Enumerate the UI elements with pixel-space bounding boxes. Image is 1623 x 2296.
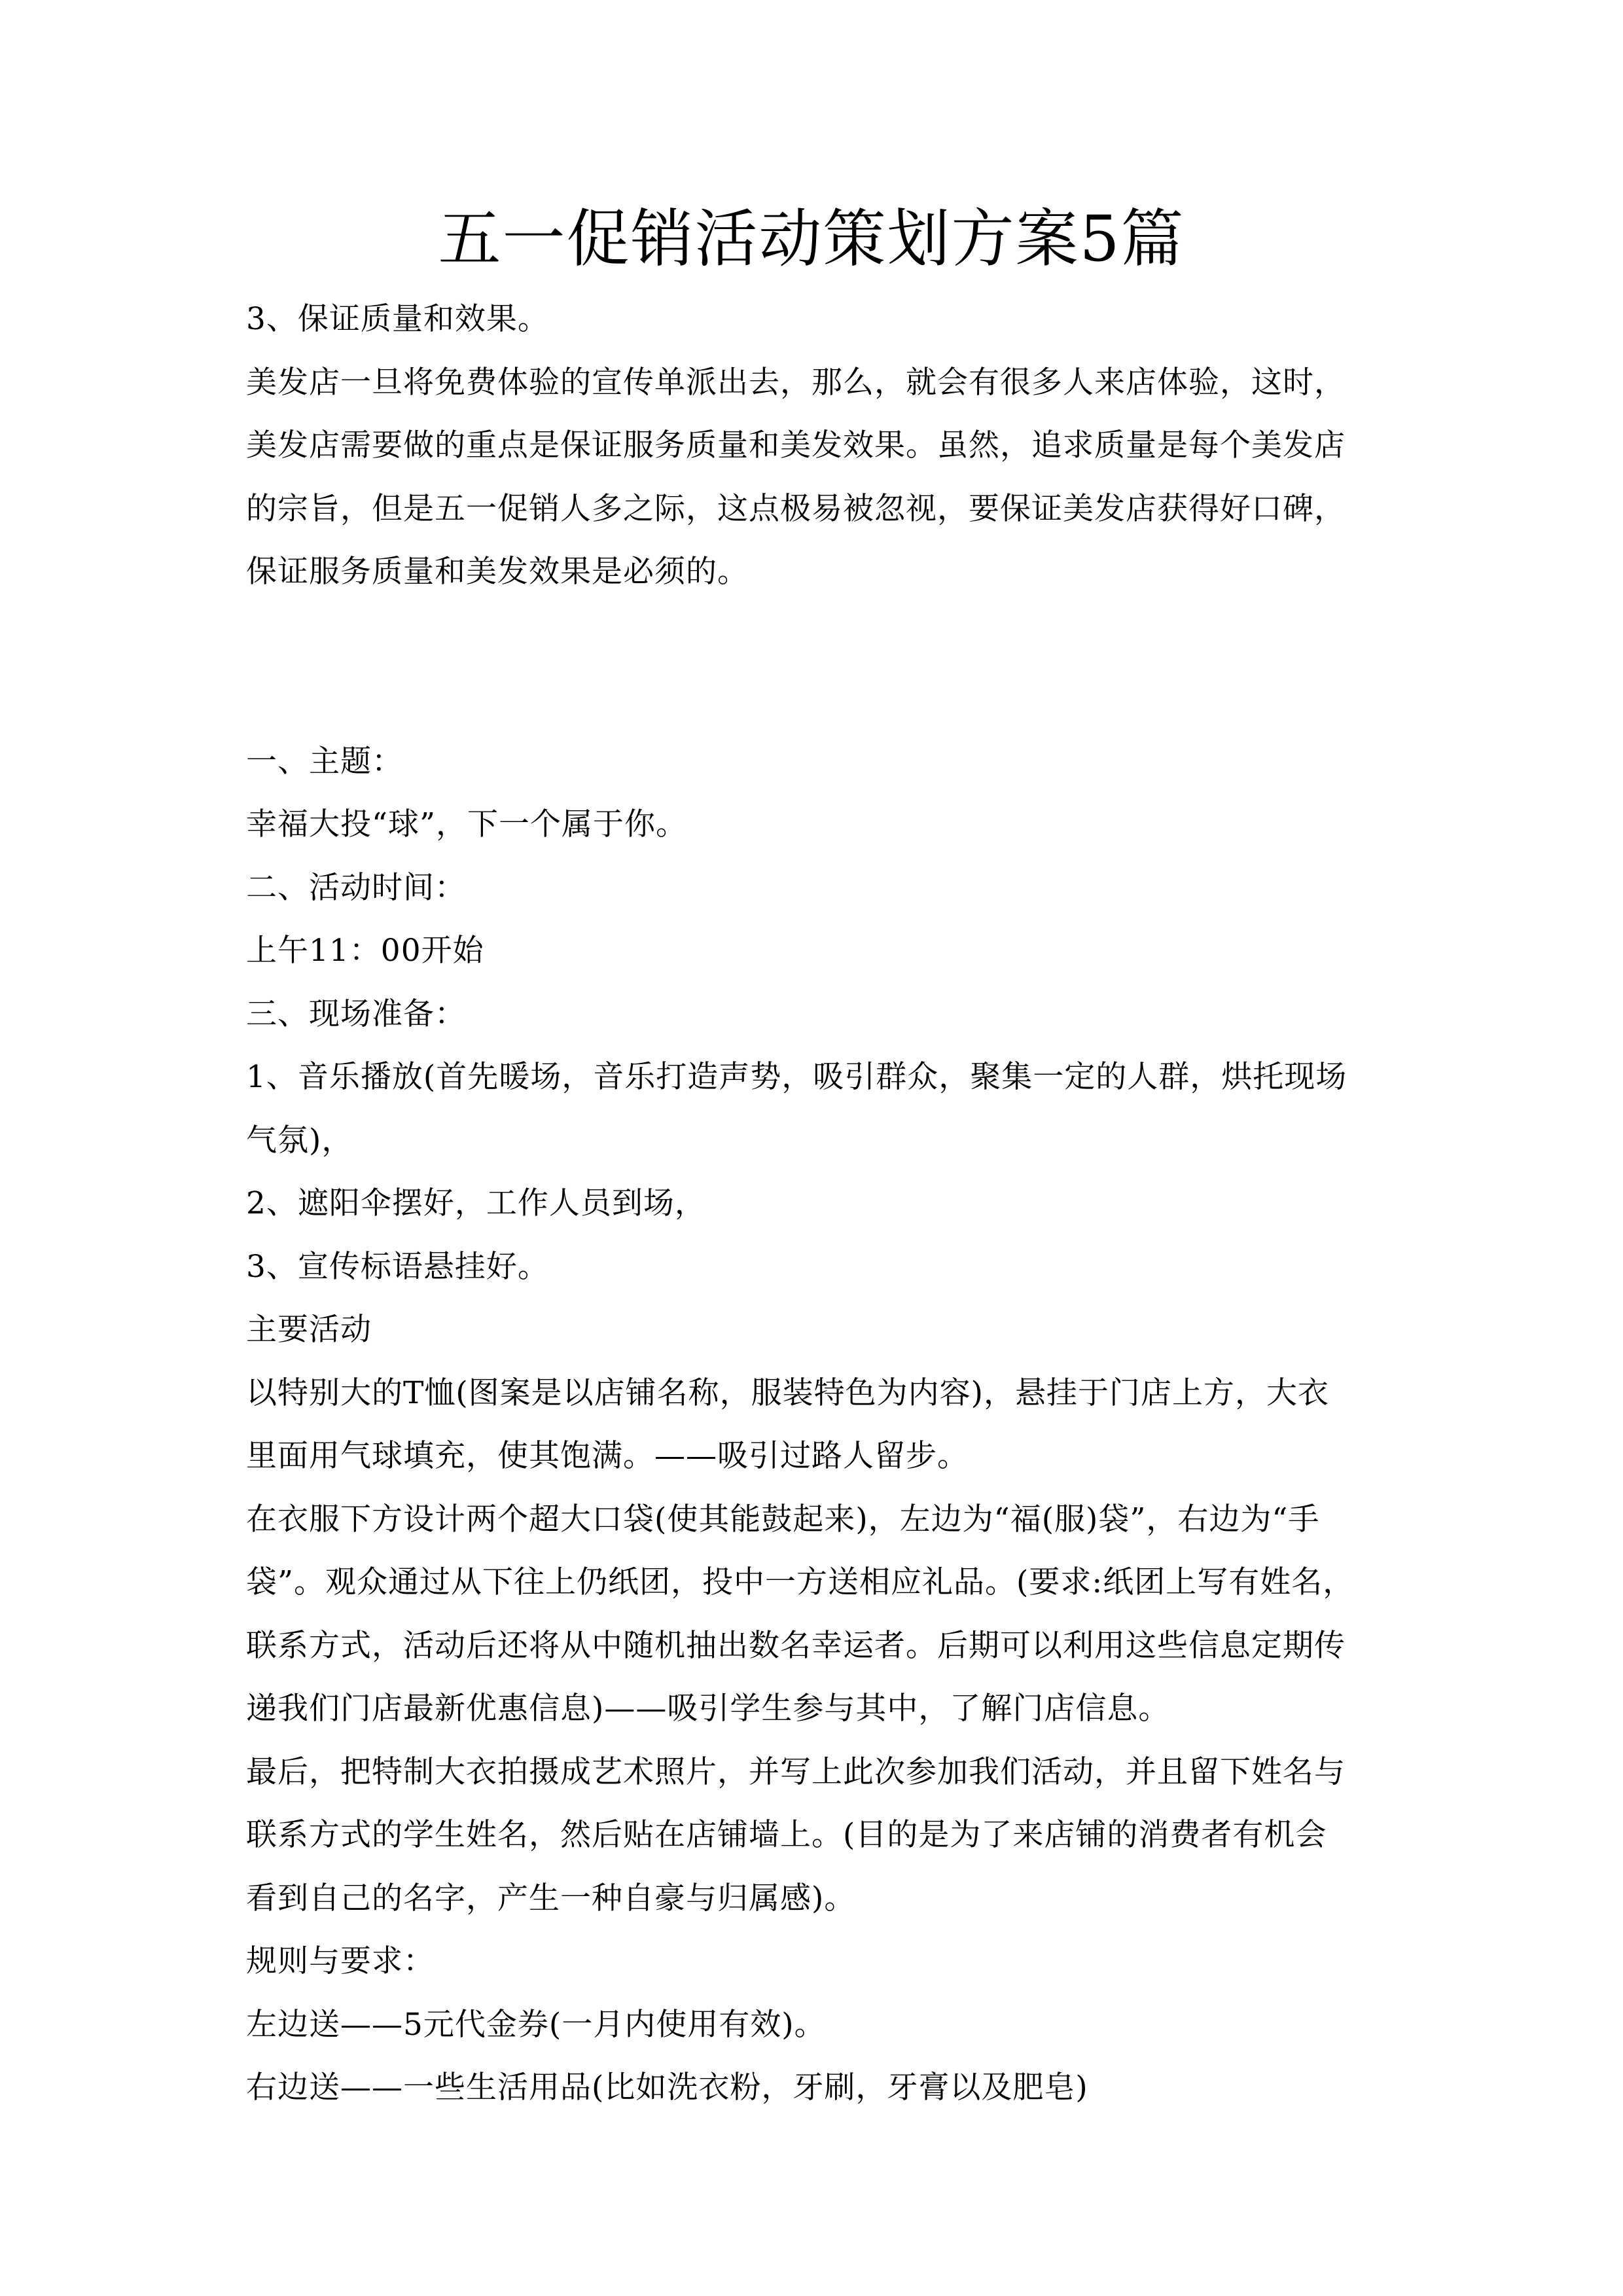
paragraph-line: 在衣服下方设计两个超大口袋(使其能鼓起来)，左边为“福(服)袋”，右边为“手 <box>246 1501 1320 1537</box>
paragraph-line: 美发店需要做的重点是保证服务质量和美发效果。虽然，追求质量是每个美发店 <box>246 427 1346 463</box>
paragraph-line: 递我们门店最新优惠信息)——吸引学生参与其中，了解门店信息。 <box>246 1691 1170 1727</box>
time-text: 上午11：00开始 <box>246 933 484 969</box>
document-body <box>246 288 1391 2120</box>
rules-item: 左边送——5元代金券(一月内使用有效)。 <box>246 2006 826 2043</box>
paragraph-line: 以特别大的T恤(图案是以店铺名称，服装特色为内容)，悬挂于门店上方，大衣 <box>246 1374 1330 1411</box>
section-heading-quality: 3、保证质量和效果。 <box>246 301 549 337</box>
paragraph-line: 袋”。观众通过从下往上仍纸团，投中一方送相应礼品。(要求:纸团上写有姓名， <box>246 1564 1355 1600</box>
theme-heading: 一、主题： <box>246 743 403 780</box>
prep-item: 2、遮阳伞摆好，工作人员到场， <box>246 1185 706 1221</box>
theme-text: 幸福大投“球”，下一个属于你。 <box>246 806 688 842</box>
paragraph-line: 看到自己的名字，产生一种自豪与归属感)。 <box>246 1880 856 1916</box>
paragraph-line: 的宗旨，但是五一促销人多之际，这点极易被忽视，要保证美发店获得好口碑， <box>246 490 1346 527</box>
paragraph-line: 最后，把特制大衣拍摄成艺术照片，并写上此次参加我们活动，并且留下姓名与 <box>246 1753 1346 1790</box>
prep-item: 气氛)， <box>246 1122 353 1158</box>
rules-heading: 规则与要求： <box>246 1943 435 1979</box>
prep-item: 3、宣传标语悬挂好。 <box>246 1248 549 1285</box>
prep-item: 1、音乐播放(首先暖场，音乐打造声势，吸引群众，聚集一定的人群，烘托现场 <box>246 1059 1347 1095</box>
section-spacer <box>246 604 1391 730</box>
paragraph-line: 联系方式，活动后还将从中随机抽出数名幸运者。后期可以利用这些信息定期传 <box>246 1627 1346 1664</box>
paragraph-line: 联系方式的学生姓名，然后贴在店铺墙上。(目的是为了来店铺的消费者有机会 <box>246 1817 1327 1853</box>
paragraph-line: 里面用气球填充，使其饱满。——吸引过路人留步。 <box>246 1438 969 1474</box>
paragraph-line: 保证服务质量和美发效果是必须的。 <box>246 554 749 590</box>
paragraph-line: 美发店一旦将免费体验的宣传单派出去，那么，就会有很多人来店体验，这时， <box>246 364 1346 401</box>
prep-heading: 三、现场准备： <box>246 996 466 1032</box>
main-activity-heading: 主要活动 <box>246 1312 372 1348</box>
document-title: 五一促销活动策划方案5篇 <box>438 202 1185 276</box>
time-heading: 二、活动时间： <box>246 869 466 906</box>
rules-item: 右边送——一些生活用品(比如洗衣粉，牙刷，牙膏以及肥皂) <box>246 2070 1088 2106</box>
